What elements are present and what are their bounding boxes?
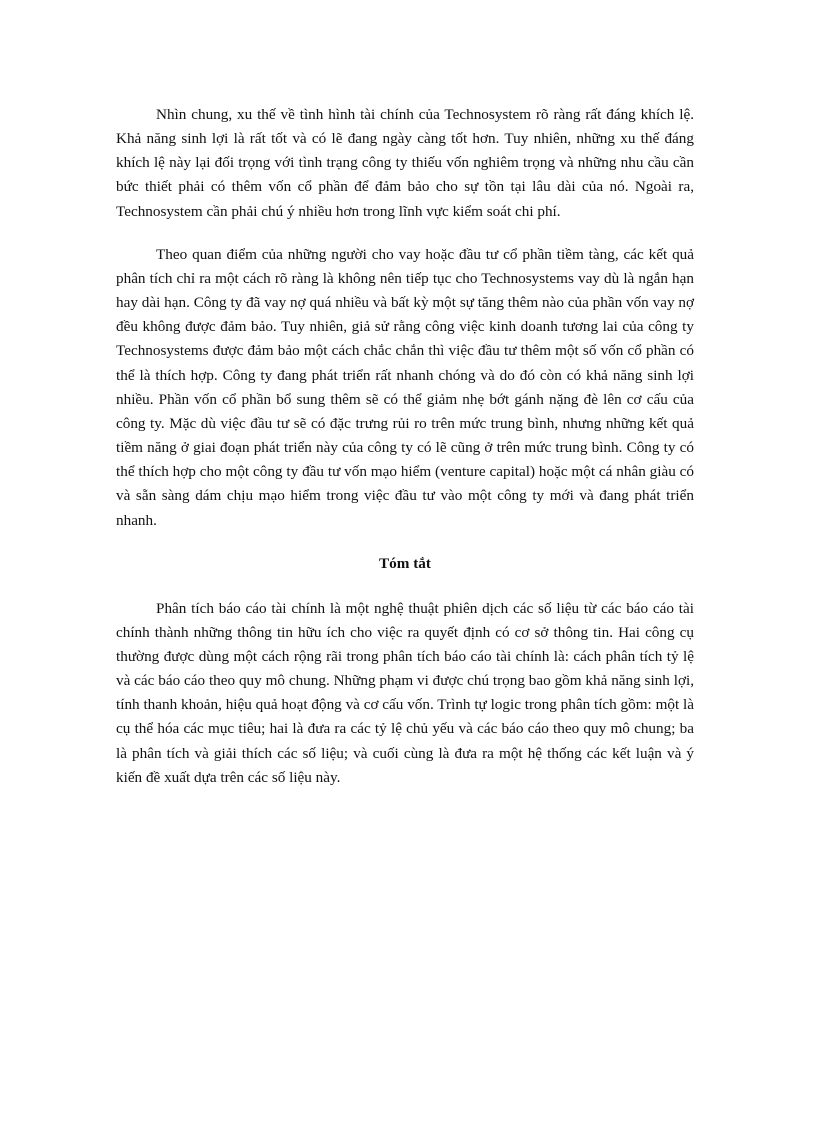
paragraph-investor-view: Theo quan điểm của những người cho vay hoặc đầu tư cổ phần tiềm tàng, các kết quả phân tích chỉ ra một cách rõ ràng là không nên tiếp tục cho Technosystems vay dù là ngắn hạn hay dài hạn. Công ty đã vay nợ quá nhiều và bất kỳ một sự tăng thêm nào của phần vốn vay nợ đều không được đảm bảo. Tuy nhiên, giả sử rằng công việc kinh doanh tương lai của công ty Technosystems được đảm bảo một cách chắc chắn thì việc đầu tư thêm một số vốn cổ phần có thể là thích hợp. Công ty đang phát triển rất nhanh chóng và do đó còn có khả năng sinh lợi nhiều. Phần vốn cổ phần bổ sung thêm sẽ có thể giảm nhẹ bớt gánh nặng đè lên cơ cấu của công ty. Mặc dù việc đầu tư sẽ có đặc trưng rủi ro trên mức trung bình, nhưng những kết quả tiềm năng ở giai đoạn phát triển này của công ty có lẽ cũng ở trên mức trung bình. Công ty có thể thích hợp cho một công ty đầu tư vốn mạo hiểm (venture capital) hoặc một cá nhân giàu có và sẵn sàng dám chịu mạo hiểm trong việc đầu tư vào một công ty mới và đang phát triển nhanh. [116,245,694,529]
paragraph-conclusion-trend: Nhìn chung, xu thế về tình hình tài chính của Technosystem rõ ràng rất đáng khích lệ. Khả năng sinh lợi là rất tốt và có lẽ đang ngày càng tốt hơn. Tuy nhiên, những xu thế đáng khích lệ này lại đối trọng với tình trạng công ty thiếu vốn nghiêm trọng và những nhu cầu cần bức thiết phải có thêm vốn cổ phần để đảm bảo cho sự tồn tại lâu dài của nó. Ngoài ra, Technosystem cần phải chú ý nhiều hơn trong lĩnh vực kiểm soát chi phí. [116,106,694,220]
document-body [116,103,694,809]
paragraph-summary: Phân tích báo cáo tài chính là một nghệ thuật phiên dịch các số liệu từ các báo cáo tài chính thành những thông tin hữu ích cho việc ra quyết định có cơ sở thông tin. Hai công cụ thường được dùng một cách rộng rãi trong phân tích báo cáo tài chính là: cách phân tích tỷ lệ và các báo cáo theo quy mô chung. Những phạm vi được chú trọng bao gồm khả năng sinh lợi, tính thanh khoản, hiệu quả hoạt động và cơ cấu vốn. Trình tự logic trong phân tích gồm: một là cụ thể hóa các mục tiêu; hai là đưa ra các tỷ lệ chủ yếu và các báo cáo theo quy mô chung; ba là phân tích và giải thích các số liệu; và cuối cùng là đưa ra một hệ thống các kết luận và ý kiến đề xuất dựa trên các số liệu này. [116,599,694,786]
section-heading-summary: Tóm tắt [379,554,431,572]
